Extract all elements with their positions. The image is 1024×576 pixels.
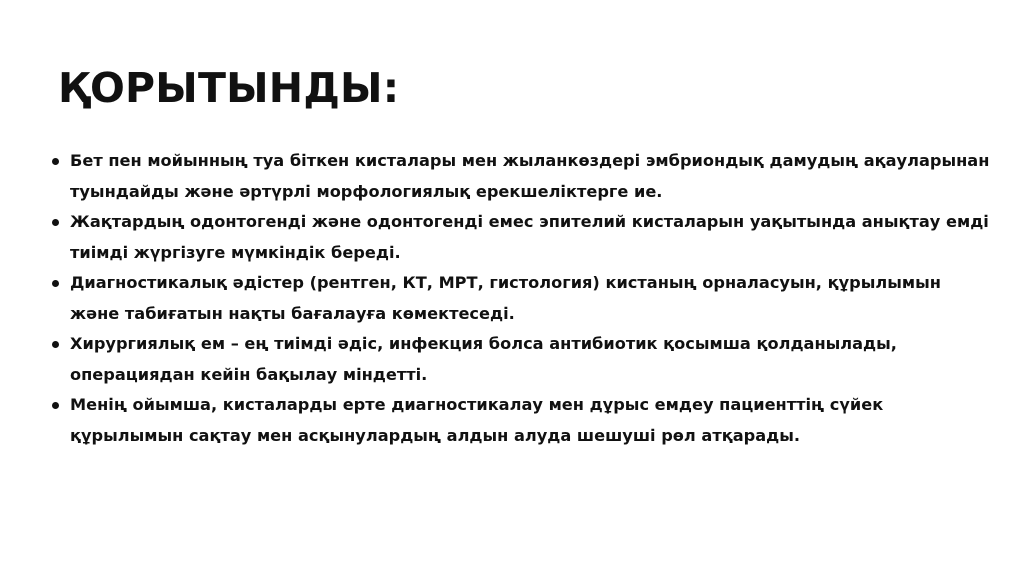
bullet-item — [50, 329, 990, 390]
bullet-text: Бет пен мойынның туа біткен кисталары мен жыланкөздері эмбриондық дамудың ақауларынан туындайды және әртүрлі морфологиялық ерекшеліктерге ие. — [70, 151, 990, 201]
bullet-dot-icon — [52, 219, 59, 226]
bullet-dot-icon — [52, 402, 59, 409]
bullet-dot-icon — [52, 341, 59, 348]
bullet-text: Диагностикалық әдістер (рентген, КТ, МРТ, гистология) кистаның орналасуын, құрылымын және табиғатын нақты бағалауға көмектеседі. — [70, 273, 941, 323]
bullet-dot-icon — [52, 280, 59, 287]
bullet-item — [50, 390, 990, 451]
conclusion-bullet-list — [50, 146, 990, 451]
bullet-text: Менің ойымша, кисталарды ерте диагностикалау мен дұрыс емдеу пациенттің сүйек құрылымын сақтау мен асқынулардың алдын алуда шешуші рөл атқарады. — [70, 395, 884, 445]
bullet-item — [50, 268, 990, 329]
bullet-dot-icon — [52, 158, 59, 165]
bullet-item — [50, 207, 990, 268]
bullet-text: Хирургиялық ем – ең тиімді әдіс, инфекция болса антибиотик қосымша қолданылады, операциядан кейін бақылау міндетті. — [70, 334, 897, 384]
bullet-item — [50, 146, 990, 207]
bullet-text: Жақтардың одонтогенді және одонтогенді емес эпителий кисталарын уақытында анықтау емді тиімді жүргізуге мүмкіндік береді. — [70, 212, 989, 262]
slide-title: ҚОРЫТЫНДЫ: — [58, 64, 400, 112]
